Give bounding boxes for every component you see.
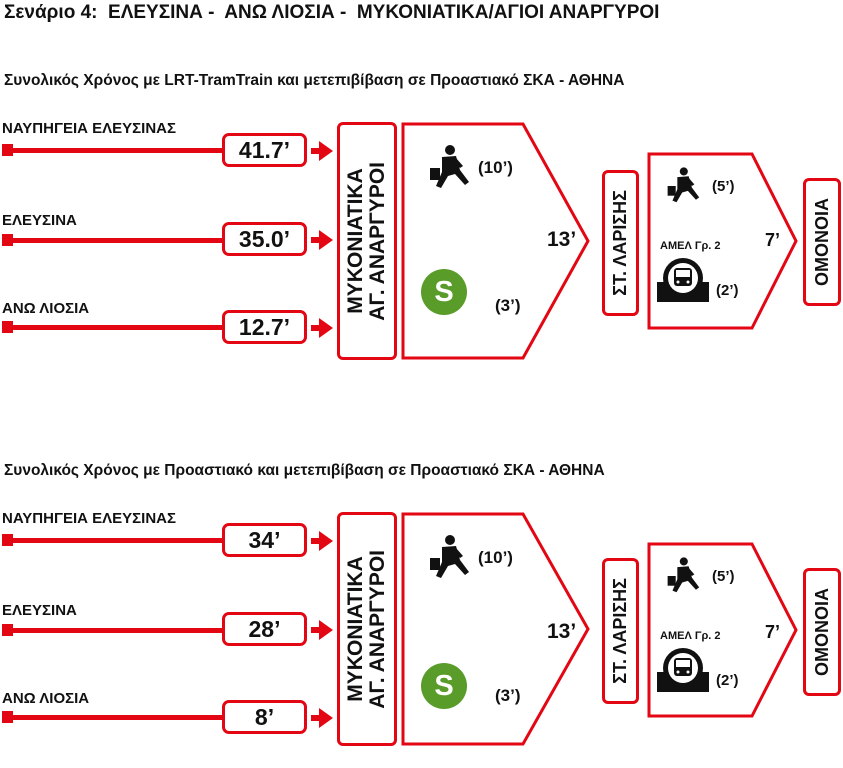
scenario-2-diagram (0, 508, 843, 768)
origin-label: ΕΛΕΥΣΙΝΑ (2, 602, 77, 619)
metro-wait-time: (2’) (716, 672, 739, 689)
walking-person-icon (428, 144, 470, 192)
suburban-wait-time: (3’) (495, 296, 521, 315)
walk2-time: (5’) (712, 178, 735, 195)
origin-label: ΝΑΥΠΗΓΕΙΑ ΕΛΕΥΣΙΝΑΣ (2, 510, 177, 527)
route-line (2, 628, 222, 633)
metro-wait-time: (2’) (716, 282, 739, 299)
origin-label: ΕΛΕΥΣΙΝΑ (2, 212, 77, 229)
metro-leg-time: 7’ (765, 230, 781, 250)
suburban-wait-time: (3’) (495, 686, 521, 705)
metro-train-icon (657, 646, 709, 692)
arrow-right-icon (311, 531, 333, 551)
interchange-label: ΜΥΚΟΝΙΑΤΙΚΑ ΑΓ. ΑΝΑΡΓΥΡΟΙ (343, 549, 389, 709)
scenario-2-subtitle: Συνολικός Χρόνος με Προαστιακό και μετεπιβίβαση σε Προαστιακό ΣΚΑ - ΑΘΗΝΑ (4, 462, 605, 479)
arrow-right-icon (311, 141, 333, 161)
travel-time-box: 34’ (222, 523, 307, 557)
page-title: Σενάριο 4: ΕΛΕΥΣΙΝΑ - ΑΝΩ ΛΙΟΣΙΑ - ΜΥΚΟΝΙΑΤΙΚΑ/ΑΓΙΟΙ ΑΝΑΡΓΥΡΟΙ (4, 2, 660, 23)
station-box (602, 170, 639, 316)
travel-time-box: 8’ (222, 700, 307, 734)
walking-person-icon (428, 534, 470, 582)
destination-label: ΟΜΟΝΟΙΑ (811, 588, 832, 676)
origin-label: ΝΑΥΠΗΓΕΙΑ ΕΛΕΥΣΙΝΑΣ (2, 120, 177, 137)
arrow-right-icon (311, 230, 333, 250)
metro-line-label: ΑΜΕΛ Γρ. 2 (660, 630, 721, 642)
walk2-time: (5’) (712, 568, 735, 585)
walking-person-icon (666, 166, 700, 206)
interchange-label: ΜΥΚΟΝΙΑΤΙΚΑ ΑΓ. ΑΝΑΡΓΥΡΟΙ (343, 161, 389, 321)
station-box (602, 558, 639, 704)
travel-time-box: 28’ (222, 612, 307, 646)
suburban-leg-time: 13’ (547, 620, 577, 643)
metro-train-icon (657, 256, 709, 302)
arrow-right-icon (311, 318, 333, 338)
station-label: ΣΤ. ΛΑΡΙΣΗΣ (610, 190, 631, 296)
route-line (2, 325, 222, 330)
metro-leg-time: 7’ (765, 622, 781, 642)
scenario-1-subtitle: Συνολικός Χρόνος με LRT-TramTrain και μετεπιβίβαση σε Προαστιακό ΣΚΑ - ΑΘΗΝΑ (4, 72, 625, 89)
origin-label: ΑΝΩ ΛΙΟΣΙΑ (2, 300, 90, 317)
walking-person-icon (666, 556, 700, 596)
route-line (2, 148, 222, 153)
station-label: ΣΤ. ΛΑΡΙΣΗΣ (610, 578, 631, 684)
interchange-box (337, 122, 397, 360)
destination-box (803, 568, 841, 696)
arrow-right-icon (311, 708, 333, 728)
destination-label: ΟΜΟΝΟΙΑ (811, 198, 832, 286)
route-line (2, 238, 222, 243)
suburban-badge-letter: S (434, 670, 454, 702)
arrow-right-icon (311, 620, 333, 640)
walk-time: (10’) (478, 158, 513, 177)
interchange-box (337, 512, 397, 746)
travel-time-box: 41.7’ (222, 133, 307, 167)
suburban-badge-letter: S (434, 276, 454, 308)
travel-time-box: 12.7’ (222, 310, 307, 344)
walk-time: (10’) (478, 548, 513, 567)
suburban-leg-time: 13’ (547, 228, 577, 251)
scenario-1-diagram (0, 118, 843, 378)
route-line (2, 538, 222, 543)
origin-label: ΑΝΩ ΛΙΟΣΙΑ (2, 690, 90, 707)
travel-time-box: 35.0’ (222, 222, 307, 256)
metro-line-label: ΑΜΕΛ Γρ. 2 (660, 240, 721, 252)
destination-box (803, 178, 841, 306)
route-line (2, 715, 222, 720)
